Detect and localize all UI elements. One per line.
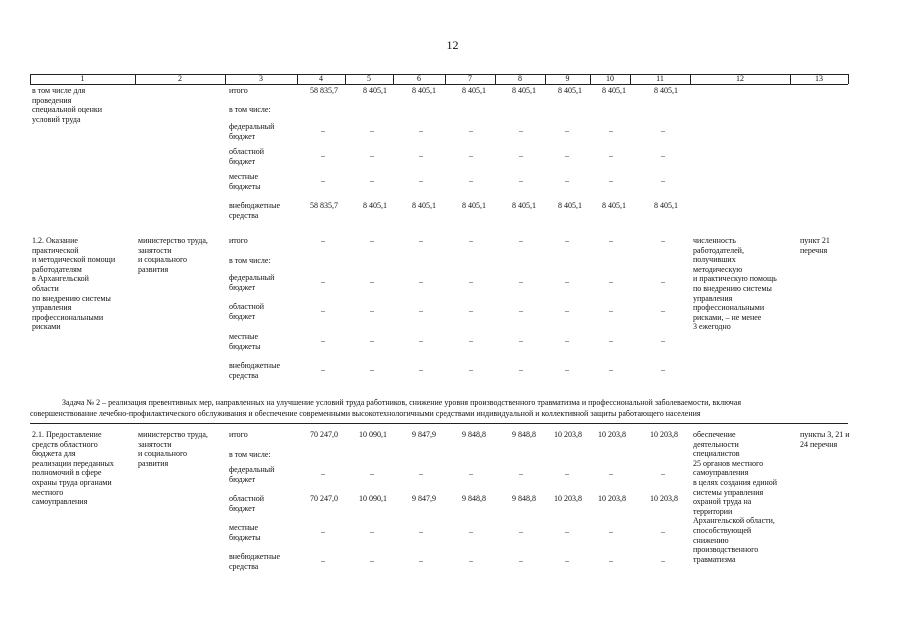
table-cell-value: –: [661, 306, 665, 315]
table-cell-value: –: [609, 176, 613, 185]
header-divider: [30, 74, 31, 84]
table-cell-value: 70 247,0: [310, 494, 338, 503]
funding-source-label: федеральный: [229, 465, 275, 474]
table-cell-value: –: [519, 556, 523, 565]
page-number: 12: [446, 38, 459, 52]
funding-source-label: бюджет: [229, 283, 256, 292]
table-cell-value: 70 247,0: [310, 430, 338, 439]
table-cell-value: 10 203,8: [650, 430, 678, 439]
header-divider: [848, 74, 849, 84]
funding-source-label: федеральный: [229, 122, 275, 131]
table-cell-value: –: [565, 126, 569, 135]
task-2-line-2: совершенствование лечебно-профилактического обслуживания и обеспечение современными высокотехнологичными средствами индивидуальной и коллективной защиты работающего населения: [30, 409, 701, 418]
table-cell-value: –: [321, 126, 325, 135]
funding-source-label: бюджеты: [229, 342, 261, 351]
header-divider: [790, 74, 791, 84]
table-cell-value: 8 405,1: [512, 86, 536, 95]
table-cell-value: –: [519, 151, 523, 160]
table-cell-value: 9 847,9: [412, 430, 436, 439]
table-cell-value: –: [609, 556, 613, 565]
table-cell-value: –: [419, 306, 423, 315]
responsible-executor-line: занятости: [138, 245, 172, 255]
header-divider: [225, 74, 226, 84]
funding-source-label: внебюджетные: [229, 552, 280, 561]
reference-line: пункты 3, 21 и: [800, 430, 850, 439]
funding-source-label: бюджет: [229, 504, 256, 513]
target-indicator-line: по внедрению системы: [693, 284, 772, 293]
target-indicator-line: управления: [693, 293, 733, 303]
funding-source-label: бюджеты: [229, 182, 261, 191]
responsible-executor-line: министерство труда,: [138, 430, 208, 439]
funding-source-label: бюджет: [229, 132, 256, 141]
table-cell-value: –: [370, 365, 374, 374]
table-cell-value: –: [370, 176, 374, 185]
table-cell-value: –: [469, 151, 473, 160]
table-cell-value: 8 405,1: [654, 86, 678, 95]
table-cell-value: 9 848,8: [512, 494, 536, 503]
table-cell-value: –: [419, 126, 423, 135]
funding-source-label: итого: [229, 86, 248, 95]
table-cell-value: –: [661, 176, 665, 185]
header-col-6: 6: [417, 74, 421, 83]
target-indicator-line: снижению: [693, 535, 729, 545]
table-cell-value: –: [321, 277, 325, 286]
table-cell-value: 10 203,8: [554, 430, 582, 439]
target-indicator-line: 3 ежегодно: [693, 322, 731, 332]
table-cell-value: –: [469, 176, 473, 185]
table-cell-value: 9 848,8: [512, 430, 536, 439]
table-cell-value: 8 405,1: [363, 86, 387, 95]
table-cell-value: –: [609, 365, 613, 374]
table-cell-value: –: [419, 527, 423, 536]
funding-source-label: средства: [229, 562, 259, 571]
target-indicator-line: работодателей,: [693, 245, 744, 255]
funding-source-label: областной: [229, 147, 265, 156]
funding-source-label: итого: [229, 430, 248, 439]
funding-source-label: бюджет: [229, 312, 256, 321]
header-col-12: 12: [736, 74, 744, 83]
table-cell-value: 8 405,1: [512, 201, 536, 210]
measure-name-line: специальной оценки: [32, 105, 103, 115]
table-cell-value: –: [321, 236, 325, 245]
table-cell-value: 8 405,1: [363, 201, 387, 210]
measure-name-line: охраны труда органами: [32, 478, 112, 487]
table-cell-value: 10 203,8: [650, 494, 678, 503]
header-divider: [630, 74, 631, 84]
table-cell-value: –: [565, 556, 569, 565]
target-indicator-line: способствующей: [693, 526, 752, 535]
table-cell-value: –: [469, 306, 473, 315]
header-col-3: 3: [259, 74, 263, 83]
table-cell-value: 8 405,1: [558, 86, 582, 95]
header-divider: [135, 74, 136, 84]
table-cell-value: –: [469, 336, 473, 345]
table-cell-value: –: [321, 151, 325, 160]
measure-name-line: проведения: [32, 95, 72, 105]
table-cell-value: 58 835,7: [310, 86, 338, 95]
table-cell-value: –: [419, 176, 423, 185]
table-cell-value: –: [609, 277, 613, 286]
target-indicator-line: специалистов: [693, 449, 740, 459]
funding-source-label: средства: [229, 371, 259, 380]
measure-name-line: рисками: [32, 322, 61, 332]
table-cell-value: –: [419, 277, 423, 286]
header-col-2: 2: [178, 74, 182, 83]
table-cell-value: –: [370, 151, 374, 160]
table-cell-value: –: [565, 306, 569, 315]
measure-name-line: местного: [32, 487, 64, 497]
measure-name-line: 1.2. Оказание: [32, 236, 78, 245]
table-cell-value: –: [469, 365, 473, 374]
table-cell-value: 9 847,9: [412, 494, 436, 503]
table-cell-value: –: [469, 277, 473, 286]
table-cell-value: –: [519, 306, 523, 315]
table-cell-value: –: [519, 527, 523, 536]
target-indicator-line: профессиональными: [693, 303, 765, 313]
target-indicator-line: производственного: [693, 545, 759, 555]
table-cell-value: 9 848,8: [462, 494, 486, 503]
table-cell-value: –: [321, 306, 325, 315]
table-cell-value: –: [565, 365, 569, 374]
table-cell-value: –: [661, 365, 665, 374]
header-col-9: 9: [565, 74, 570, 83]
header-col-7: 7: [468, 74, 472, 83]
funding-source-label: внебюджетные: [229, 201, 280, 210]
measure-name-line: в Архангельской: [32, 274, 89, 284]
table-cell-value: –: [609, 469, 613, 478]
table-cell-value: –: [609, 527, 613, 536]
responsible-executor-line: и социального: [138, 255, 188, 265]
table-cell-value: –: [370, 556, 374, 565]
table-cell-value: –: [519, 336, 523, 345]
table-cell-value: –: [661, 277, 665, 286]
header-divider: [545, 74, 546, 84]
table-cell-value: 10 090,1: [359, 494, 387, 503]
header-divider: [690, 74, 691, 84]
table-cell-value: –: [321, 365, 325, 374]
target-indicator-line: получивших: [693, 255, 736, 265]
header-col-4: 4: [319, 74, 323, 83]
reference-line: 24 перечня: [800, 439, 838, 449]
target-indicator-line: методическую: [693, 264, 743, 274]
responsible-executor-line: занятости: [138, 439, 172, 449]
funding-source-label: местные: [229, 172, 259, 181]
reference-line: пункт 21: [800, 236, 830, 245]
target-indicator-line: рисками, – не менее: [693, 312, 762, 322]
table-cell-value: –: [419, 469, 423, 478]
table-cell-value: 58 835,7: [310, 201, 338, 210]
table-cell-value: 8 405,1: [602, 86, 626, 95]
measure-name-line: практической: [32, 245, 79, 255]
table-cell-value: –: [419, 336, 423, 345]
table-cell-value: 10 203,8: [598, 430, 626, 439]
table-cell-value: 9 848,8: [462, 430, 486, 439]
target-indicator-line: и практическую помощь: [693, 274, 777, 284]
table-cell-value: –: [565, 151, 569, 160]
table-cell-value: –: [609, 126, 613, 135]
measure-name-line: реализации переданных: [32, 458, 114, 468]
measure-name-line: управления: [32, 303, 72, 313]
header-divider: [297, 74, 298, 84]
measure-name-line: работодателям: [32, 264, 82, 274]
table-cell-value: –: [609, 236, 613, 245]
table-cell-value: –: [565, 527, 569, 536]
target-indicator-line: 25 органов местного: [693, 458, 764, 468]
table-cell-value: –: [661, 236, 665, 245]
table-cell-value: –: [565, 336, 569, 345]
table-cell-value: 8 405,1: [558, 201, 582, 210]
table-cell-value: –: [469, 236, 473, 245]
task-2-line-1: Задача № 2 – реализация превентивных мер, направленных на улучшение условий труда работников, снижение уровня производственного травматизма и профессиональной заболеваемости, включая: [62, 398, 741, 407]
table-cell-value: –: [519, 176, 523, 185]
table-cell-value: 10 203,8: [554, 494, 582, 503]
header-col-11: 11: [656, 74, 664, 83]
header-col-10: 10: [606, 74, 614, 83]
table-cell-value: –: [565, 176, 569, 185]
table-cell-value: –: [661, 469, 665, 478]
funding-source-label: местные: [229, 523, 259, 532]
funding-source-label: бюджет: [229, 157, 256, 166]
table-cell-value: 8 405,1: [412, 86, 436, 95]
table-cell-value: –: [370, 527, 374, 536]
responsible-executor-line: министерство труда,: [138, 236, 208, 245]
measure-name-line: средств областного: [32, 439, 98, 449]
header-divider: [495, 74, 496, 84]
table-cell-value: –: [519, 469, 523, 478]
table-cell-value: –: [519, 277, 523, 286]
table-cell-value: –: [609, 151, 613, 160]
funding-source-label: итого: [229, 236, 248, 245]
table-cell-value: –: [321, 176, 325, 185]
table-cell-value: 8 405,1: [462, 201, 486, 210]
responsible-executor-line: развития: [138, 264, 169, 274]
header-col-1: 1: [80, 74, 85, 83]
table-cell-value: –: [565, 277, 569, 286]
table-cell-value: –: [370, 126, 374, 135]
target-indicator-line: численность: [693, 236, 736, 245]
task-2-heading: [30, 397, 848, 419]
table-cell-value: –: [370, 236, 374, 245]
table-cell-value: –: [370, 336, 374, 345]
header-col-8: 8: [518, 74, 522, 83]
target-indicator-line: охраной труда на: [693, 497, 752, 507]
target-indicator-line: Архангельской области,: [693, 516, 775, 526]
table-cell-value: –: [419, 236, 423, 245]
funding-source-label: внебюджетные: [229, 361, 280, 370]
table-cell-value: 10 203,8: [598, 494, 626, 503]
table-cell-value: –: [519, 365, 523, 374]
header-divider: [590, 74, 591, 84]
table-cell-value: 8 405,1: [412, 201, 436, 210]
table-cell-value: –: [469, 527, 473, 536]
responsible-executor-line: развития: [138, 458, 169, 468]
table-cell-value: 8 405,1: [602, 201, 626, 210]
header-divider: [345, 74, 346, 84]
measure-name-line: условий труда: [32, 114, 81, 124]
table-cell-value: –: [609, 306, 613, 315]
table-cell-value: 8 405,1: [654, 201, 678, 210]
funding-source-label: в том числе:: [229, 450, 271, 459]
table-cell-value: 10 090,1: [359, 430, 387, 439]
measure-name-line: в том числе для: [32, 86, 86, 95]
target-indicator-line: обеспечение: [693, 430, 736, 439]
table-cell-value: –: [469, 126, 473, 135]
measure-name-line: полномочий в сфере: [32, 468, 102, 478]
header-divider: [445, 74, 446, 84]
table-cell-value: –: [661, 527, 665, 536]
target-indicator-line: травматизма: [693, 554, 736, 564]
table-cell-value: –: [419, 556, 423, 565]
measure-name-line: самоуправления: [32, 497, 88, 507]
table-cell-value: –: [370, 469, 374, 478]
table-cell-value: –: [419, 365, 423, 374]
header-divider: [393, 74, 394, 84]
header-bottom-rule: [30, 84, 848, 85]
table-cell-value: –: [519, 236, 523, 245]
table-cell-value: –: [609, 336, 613, 345]
table-cell-value: –: [565, 236, 569, 245]
funding-source-label: в том числе:: [229, 105, 271, 114]
header-col-13: 13: [815, 74, 823, 83]
target-indicator-line: в целях создания единой: [693, 478, 778, 487]
table-cell-value: –: [661, 126, 665, 135]
task-2-rule: [30, 423, 848, 424]
table-cell-value: –: [469, 469, 473, 478]
table-cell-value: –: [519, 126, 523, 135]
table-cell-value: –: [661, 336, 665, 345]
measure-name-line: и методической помощи: [32, 255, 116, 265]
table-cell-value: 8 405,1: [462, 86, 486, 95]
measure-name-line: по внедрению системы: [32, 293, 111, 303]
header-col-5: 5: [367, 74, 371, 83]
funding-source-label: областной: [229, 494, 265, 503]
table-cell-value: –: [321, 336, 325, 345]
table-cell-value: –: [661, 556, 665, 565]
target-indicator-line: самоуправления: [693, 468, 749, 478]
measure-name-line: бюджета для: [32, 449, 76, 459]
funding-source-label: федеральный: [229, 273, 275, 282]
funding-source-label: в том числе:: [229, 256, 271, 265]
funding-source-label: бюджеты: [229, 533, 261, 542]
target-indicator-line: системы управления: [693, 487, 764, 497]
measure-name-line: области: [32, 284, 59, 293]
table-cell-value: –: [565, 469, 569, 478]
measure-name-line: 2.1. Предоставление: [32, 430, 102, 439]
table-cell-value: –: [370, 306, 374, 315]
funding-source-label: местные: [229, 332, 259, 341]
table-cell-value: –: [321, 556, 325, 565]
table-cell-value: –: [469, 556, 473, 565]
table-cell-value: –: [321, 527, 325, 536]
table-cell-value: –: [370, 277, 374, 286]
measure-name-line: профессиональными: [32, 312, 104, 322]
table-cell-value: –: [321, 469, 325, 478]
table-cell-value: –: [661, 151, 665, 160]
reference-line: перечня: [800, 245, 828, 255]
funding-source-label: средства: [229, 211, 259, 220]
funding-source-label: бюджет: [229, 475, 256, 484]
target-indicator-line: деятельности: [693, 439, 739, 449]
funding-source-label: областной: [229, 302, 265, 311]
responsible-executor-line: и социального: [138, 449, 188, 459]
table-cell-value: –: [419, 151, 423, 160]
target-indicator-line: территории: [693, 506, 733, 516]
